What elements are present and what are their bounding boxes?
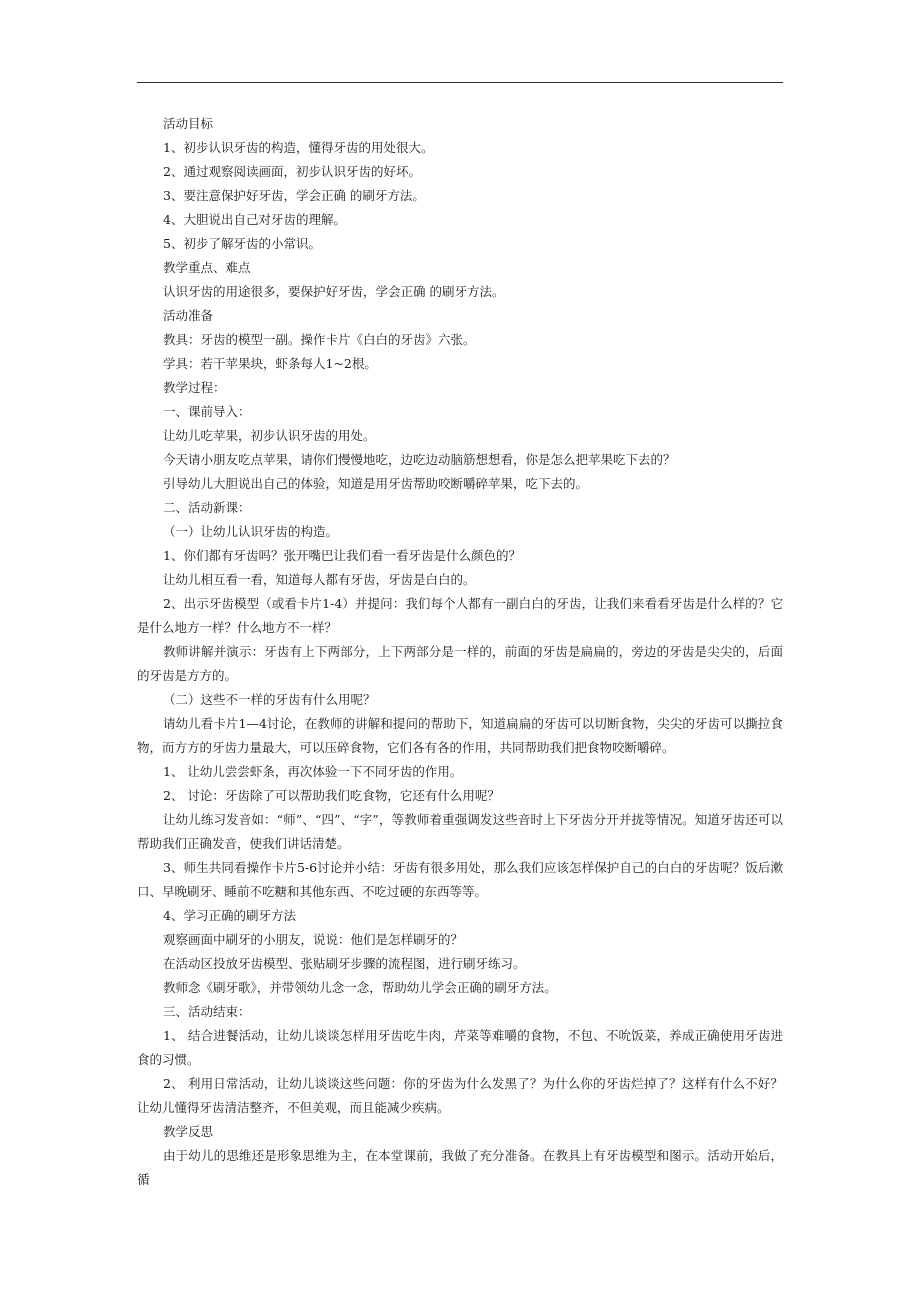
paragraph: 教具：牙齿的模型一副。操作卡片《白白的牙齿》六张。 [163, 332, 476, 347]
paragraph: 1、 结合进餐活动，让幼儿谈谈怎样用牙齿吃牛肉，芹菜等难嚼的食物，不包、不吮饭菜，养成正确使用牙齿进食的习惯。 [137, 1028, 783, 1067]
paragraph: 让幼儿相互看一看，知道每人都有牙齿，牙齿是白白的。 [163, 572, 476, 587]
paragraph: 2、通过观察阅读画面，初步认识牙齿的好坏。 [163, 164, 421, 179]
paragraph: 三、活动结束： [163, 1004, 251, 1019]
paragraph: 请幼儿看卡片1—4讨论，在教师的讲解和提问的帮助下，知道扁扁的牙齿可以切断食物，尖尖的牙齿可以撕拉食物，而方方的牙齿力量最大，可以压碎食物，它们各有各的作用，共同帮助我们把食物咬断嚼碎。 [137, 716, 783, 755]
paragraph: 教学重点、难点 [163, 260, 251, 275]
paragraph: 1、 让幼儿尝尝虾条，再次体验一下不同牙齿的作用。 [163, 764, 463, 779]
paragraph: 4、大胆说出自己对牙齿的理解。 [163, 212, 346, 227]
paragraph: （一）让幼儿认识牙齿的构造。 [163, 524, 339, 539]
paragraph: 4、学习正确的刷牙方法 [163, 908, 296, 923]
paragraph: 2、 利用日常活动，让幼儿谈谈这些问题：你的牙齿为什么发黑了？为什么你的牙齿烂掉了？这样有什么不好？让幼儿懂得牙齿清洁整齐，不但美观，而且能减少疾病。 [137, 1076, 783, 1115]
paragraph: 活动准备 [163, 308, 214, 323]
paragraph: 二、活动新课： [163, 500, 251, 515]
paragraph: 教师讲解并演示：牙齿有上下两部分，上下两部分是一样的，前面的牙齿是扁扁的，旁边的牙齿是尖尖的，后面的牙齿是方方的。 [137, 644, 783, 683]
paragraph: （二）这些不一样的牙齿有什么用呢？ [163, 692, 376, 707]
paragraph: 引导幼儿大胆说出自己的体验，知道是用牙齿帮助咬断嚼碎苹果，吃下去的。 [163, 476, 589, 491]
paragraph: 今天请小朋友吃点苹果，请你们慢慢地吃，边吃边动脑筋想想看，你是怎么把苹果吃下去的？ [163, 452, 676, 467]
paragraph: 1、你们都有牙齿吗？张开嘴巴让我们看一看牙齿是什么颜色的？ [163, 548, 521, 563]
paragraph: 认识牙齿的用途很多，要保护好牙齿，学会正确 的刷牙方法。 [163, 284, 505, 299]
paragraph: 让幼儿吃苹果，初步认识牙齿的用处。 [163, 428, 376, 443]
paragraph: 观察画面中刷牙的小朋友，说说：他们是怎样刷牙的？ [163, 932, 464, 947]
paragraph: 教学反思 [163, 1124, 214, 1139]
paragraph: 3、要注意保护好牙齿，学会正确 的刷牙方法。 [163, 188, 425, 203]
paragraph: 在活动区投放牙齿模型、张贴刷牙步骤的流程图，进行刷牙练习。 [163, 956, 526, 971]
paragraph: 1、初步认识牙齿的构造，懂得牙齿的用处很大。 [163, 140, 434, 155]
paragraph: 3、师生共同看操作卡片5-6讨论并小结：牙齿有很多用处，那么我们应该怎样保护自己的白白的牙齿呢？饭后漱口、早晚刷牙、睡前不吃糖和其他东西、不吃过硬的东西等等。 [137, 860, 783, 899]
paragraph: 教学过程： [163, 380, 226, 395]
paragraph: 教师念《刷牙歌》，并带领幼儿念一念，帮助幼儿学会正确的刷牙方法。 [163, 980, 557, 995]
header-rule [137, 82, 783, 83]
paragraph: 让幼儿练习发音如：“师”、“四”、“字”，等教师着重强调发这些音时上下牙齿分开并拢等情况。知道牙齿还可以帮助我们正确发音，使我们讲话清楚。 [137, 812, 783, 851]
paragraph: 5、初步了解牙齿的小常识。 [163, 236, 321, 251]
paragraph: 2、 讨论：牙齿除了可以帮助我们吃食物，它还有什么用呢？ [163, 788, 500, 803]
paragraph: 活动目标 [163, 116, 214, 131]
document-body [137, 112, 783, 1192]
paragraph: 由于幼儿的思维还是形象思维为主，在本堂课前，我做了充分准备。在教具上有牙齿模型和图示。活动开始后，循 [137, 1148, 783, 1187]
paragraph: 学具：若干苹果块，虾条每人1~2根。 [163, 356, 377, 371]
paragraph: 2、出示牙齿模型（或看卡片1-4）并提问：我们每个人都有一副白白的牙齿，让我们来看看牙齿是什么样的？它是什么地方一样？什么地方不一样？ [137, 596, 783, 635]
paragraph: 一、课前导入： [163, 404, 251, 419]
